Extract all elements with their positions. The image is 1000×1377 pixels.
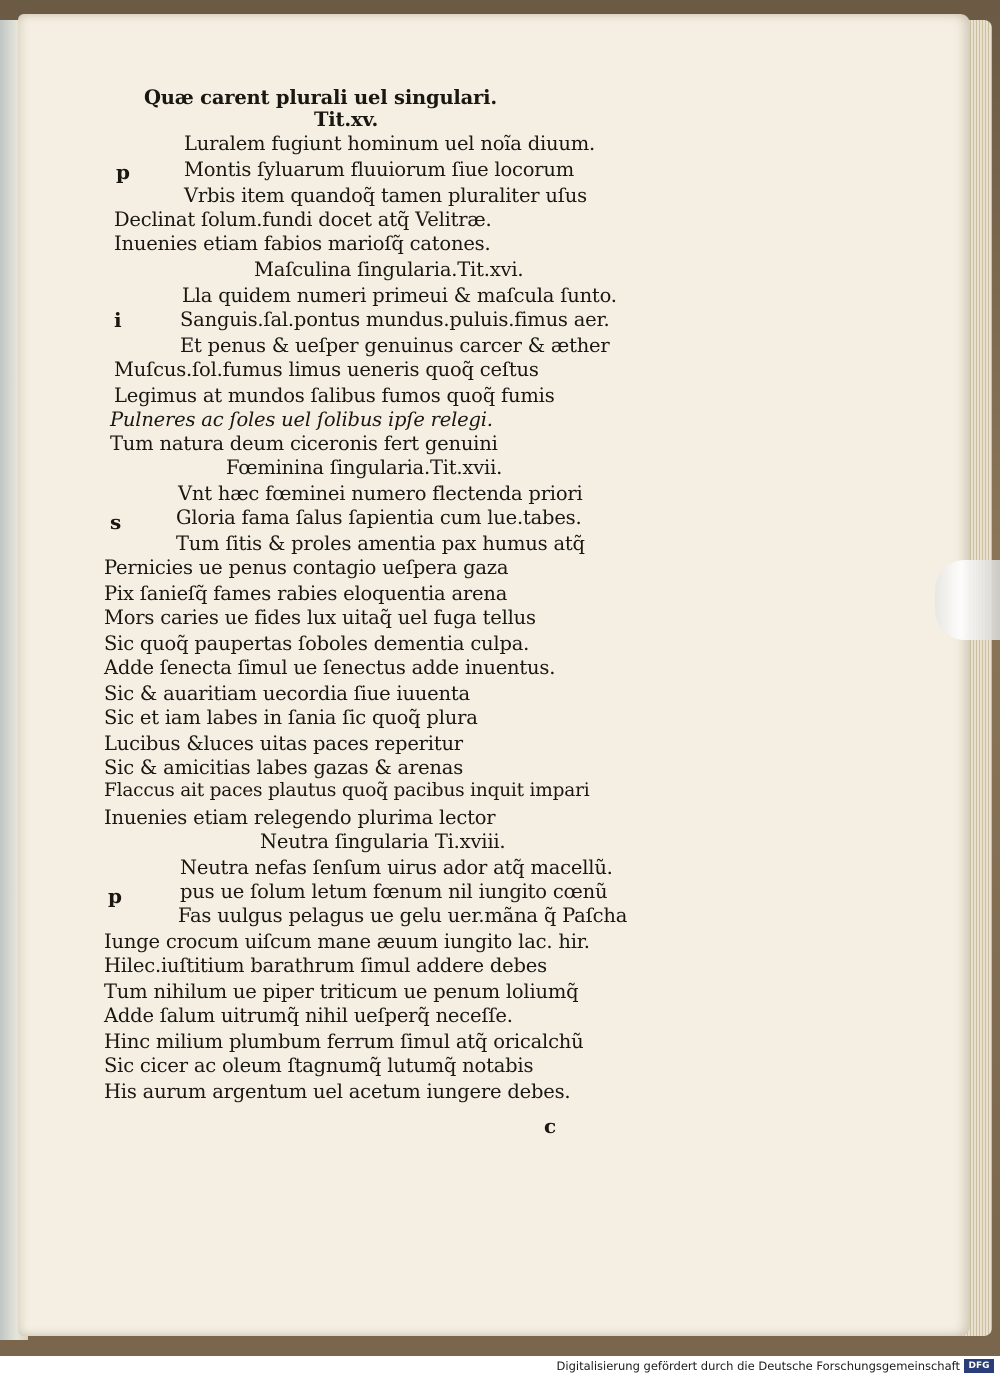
verse-line: Neutra nefas ſenſum uirus ador atq̃ macellũ. [180, 856, 613, 879]
section-heading: Maſculina ſingularia.Tit.xvi. [254, 258, 524, 281]
verse-line: pus ue ſolum letum fœnum nil iungito cœnũ [180, 880, 608, 903]
verse-line: Montis ſyluarum fluuiorum ſiue locorum [184, 158, 575, 181]
verse-line: Inuenies etiam relegendo plurima lector [104, 806, 496, 829]
section-heading: Neutra ſingularia Ti.xviii. [260, 830, 506, 853]
verse-line: Adde ſenecta ſimul ue ſenectus adde inuentus. [104, 656, 556, 679]
verse-line: Pulneres ac ſoles uel ſolibus ipſe relegi. [110, 408, 493, 431]
verse-line: Adde ſalum uitrumq̃ nihil ueſperq̃ neceſſe. [104, 1004, 513, 1027]
verse-line: Fas uulgus pelagus ue gelu uer.mãna q̃ Paſcha [178, 904, 628, 927]
verse-line: Legimus at mundos ſalibus fumos quoq̃ fumis [114, 384, 555, 407]
verse-line: Sic cicer ac oleum ſtagnumq̃ lutumq̃ notabis [104, 1054, 534, 1077]
footer-bar [0, 1356, 1000, 1377]
verse-line: Sic & amicitias labes gazas & arenas [104, 756, 464, 779]
verse-line: Luralem fugiunt hominum uel noĩa diuum. [184, 132, 596, 155]
verse-line: Pernicies ue penus contagio ueſpera gaza [104, 556, 509, 579]
guide-letter: s [110, 510, 122, 534]
verse-line: Sic & auaritiam uecordia ſiue iuuenta [104, 682, 470, 705]
verse-line: Vnt hæc fœminei numero flectenda priori [178, 482, 583, 505]
verse-line: Inuenies etiam fabios marioſq̃ catones. [114, 232, 491, 255]
guide-letter: p [108, 884, 122, 908]
verse-line: Tum nihilum ue piper triticum ue penum loliumq̃ [104, 980, 579, 1003]
verse-line: Tum ſitis & proles amentia pax humus atq̃ [176, 532, 585, 555]
verse-line: Pix ſanieſq̃ fames rabies eloquentia arena [104, 582, 508, 605]
verse-line: Vrbis item quandoq̃ tamen pluraliter uſus [184, 184, 587, 207]
dfg-logo: DFG [964, 1359, 994, 1373]
section-heading: Quæ carent plurali uel singulari. [144, 86, 497, 109]
verse-line: His aurum argentum uel acetum iungere debes. [104, 1080, 571, 1103]
verse-line: Sic quoq̃ paupertas ſoboles dementia culpa. [104, 632, 530, 655]
verse-line: Iunge crocum uiſcum mane æuum iungito lac. hir. [104, 930, 590, 953]
verse-line: Hinc milium plumbum ferrum ſimul atq̃ oricalchũ [104, 1030, 584, 1053]
verse-line: Tum natura deum ciceronis fert genuini [110, 432, 498, 455]
verse-line: Sanguis.ſal.pontus mundus.puluis.fimus aer. [180, 308, 610, 331]
section-heading: Fœminina ſingularia.Tit.xvii. [226, 456, 503, 479]
signature-mark: c [544, 1114, 557, 1138]
verse-line: Lucibus &luces uitas paces reperitur [104, 732, 463, 755]
footer-credit: Digitalisierung gefördert durch die Deutsche Forschungsgemeinschaft [556, 1359, 960, 1373]
verse-line: Gloria fama ſalus ſapientia cum lue.tabes. [176, 506, 582, 529]
verse-line: Sic et iam labes in ſania ſic quoq̃ plura [104, 706, 478, 729]
verse-line: Lla quidem numeri primeui & maſcula ſunto. [182, 284, 617, 307]
verse-line: Flaccus ait paces plautus quoq̃ pacibus inquit impari [104, 780, 590, 801]
verse-line: Declinat ſolum.fundi docet atq̃ Velitræ. [114, 208, 492, 231]
guide-letter: i [114, 308, 122, 332]
verse-line: Mors caries ue fides lux uitaq̃ uel fuga tellus [104, 606, 536, 629]
verse-line: Et penus & ueſper genuinus carcer & æther [180, 334, 610, 357]
verse-line: Muſcus.ſol.fumus limus ueneris quoq̃ ceſtus [114, 358, 539, 381]
verse-line: Hilec.iuſtitium barathrum ſimul addere debes [104, 954, 547, 977]
page-clip [935, 560, 1000, 640]
guide-letter: p [116, 160, 130, 184]
section-title-number: Tit.xv. [314, 108, 379, 131]
